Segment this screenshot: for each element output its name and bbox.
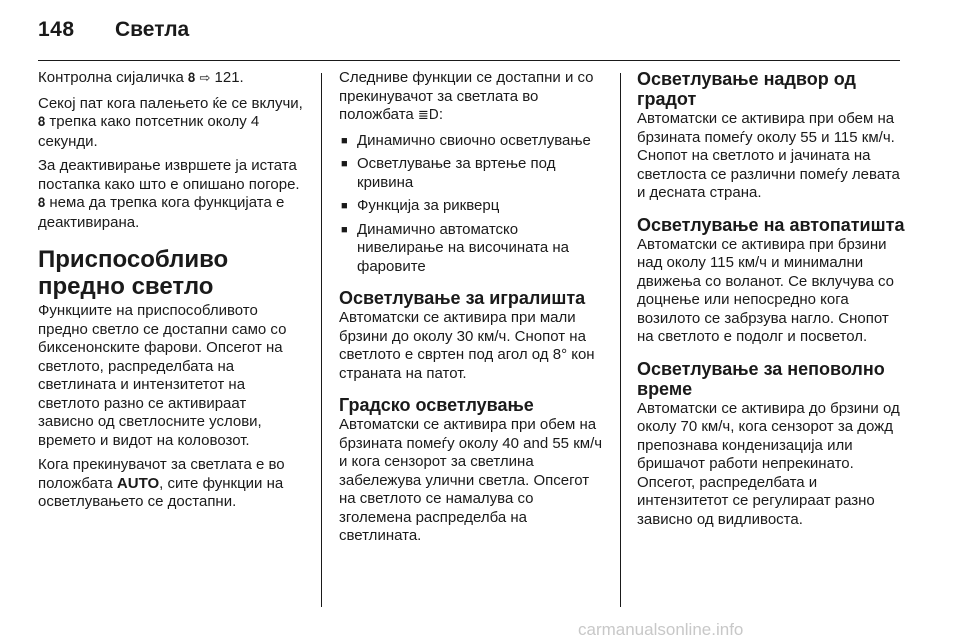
section-heading: Градско осветлување	[339, 395, 534, 415]
paragraph: Следниве функции се достапни и со прекинувачот за светлата во положбата ≣D:	[339, 69, 594, 123]
section-heading: Осветлување надвор од градот	[637, 69, 856, 109]
column-divider-1	[321, 73, 322, 607]
list-item: ■ Осветлување за вртење под кривина	[339, 155, 606, 192]
section-heading: Осветлување за игралишта	[339, 288, 586, 308]
paragraph: Функциите на приспособливото предно светло се достапни само со биксенонските фарови. Опсегот на светлото, распределбата на светлината и интензитетот на светлото разно се активираат зависно од светлосните услови, времето и видот на коловозот.	[38, 302, 287, 449]
column-1	[38, 69, 306, 518]
list-item: ■ Функција за рикверц	[339, 197, 606, 216]
section-heading: Осветлување за неповолно време	[637, 358, 885, 399]
paragraph: Автоматски се активира при обем на брзината помеѓу околу 40 and 55 км/ч и кога сензорот за светлина забележува улични светла. Опсегот на светлото се намалува со зголемена распределба на светлината.	[339, 416, 603, 544]
paragraph: Автоматски се активира при брзини над околу 115 км/ч и минимални движења со воланот. Се вклучува со доцнење или непосредно кога возилото се забрзува нагло. Снопот на светлото е подолг и посветол.	[637, 235, 895, 345]
paragraph: Контролна сијаличка 𝟖 ⇨ 121.	[38, 69, 244, 86]
headlight-indicator-icon: 𝟖	[38, 115, 46, 130]
headlight-indicator-icon: 𝟖	[188, 71, 196, 86]
paragraph: Кога прекинувачот за светлата е во положбата AUTO, сите функции на осветлувањето се достапни.	[38, 456, 285, 510]
watermark: carmanualsonline.info	[578, 620, 744, 639]
chapter-title: Светла	[115, 18, 190, 41]
reference-arrow-icon: ⇨	[199, 71, 211, 86]
paragraph: За деактивирање извршете ја истата постапка како што е опишано погоре. 𝟖 нема да трепка кога функцијата е деактивирана.	[38, 157, 300, 231]
column-divider-2	[620, 73, 621, 607]
page-number: 148	[38, 18, 75, 41]
paragraph: Автоматски се активира при мали брзини до околу 30 км/ч. Снопот на светлото е свртен под агол од 8° кон страната на патот.	[339, 309, 595, 382]
paragraph: Автоматски се активира до брзини од околу 70 км/ч, кога сензорот за дожд препознава конденизација или бришачот работи непрекинато. Опсегот, распределбата и интензитетот се регулираат разно зависно од видливоста.	[637, 399, 900, 528]
list-item: ■ Динамично автоматско нивелирање на височината на фаровите	[339, 221, 606, 277]
paragraph: Автоматски се активира при обем на брзината помеѓу околу 55 и 115 км/ч. Снопот на светлото и јачината на светлоста се различни помеѓу левата и десната страна.	[637, 110, 900, 201]
header-rule	[38, 60, 900, 61]
list-item: ■ Динамично свиочно осветлување	[339, 132, 606, 151]
column-2	[339, 69, 606, 552]
auto-label: AUTO	[116, 474, 160, 492]
section-heading: Осветлување на автопатишта	[637, 214, 905, 235]
paragraph: Секој пат кога палењето ќе се вклучи, 𝟖 трепка како потсетник околу 4 секунди.	[38, 94, 303, 150]
headlight-indicator-icon: 𝟖	[38, 196, 46, 211]
feature-list	[339, 132, 606, 277]
low-beam-icon: ≣D	[417, 108, 439, 123]
section-heading: Приспособливо предно светло	[38, 246, 229, 300]
page-header	[38, 18, 189, 48]
column-3	[637, 69, 905, 535]
